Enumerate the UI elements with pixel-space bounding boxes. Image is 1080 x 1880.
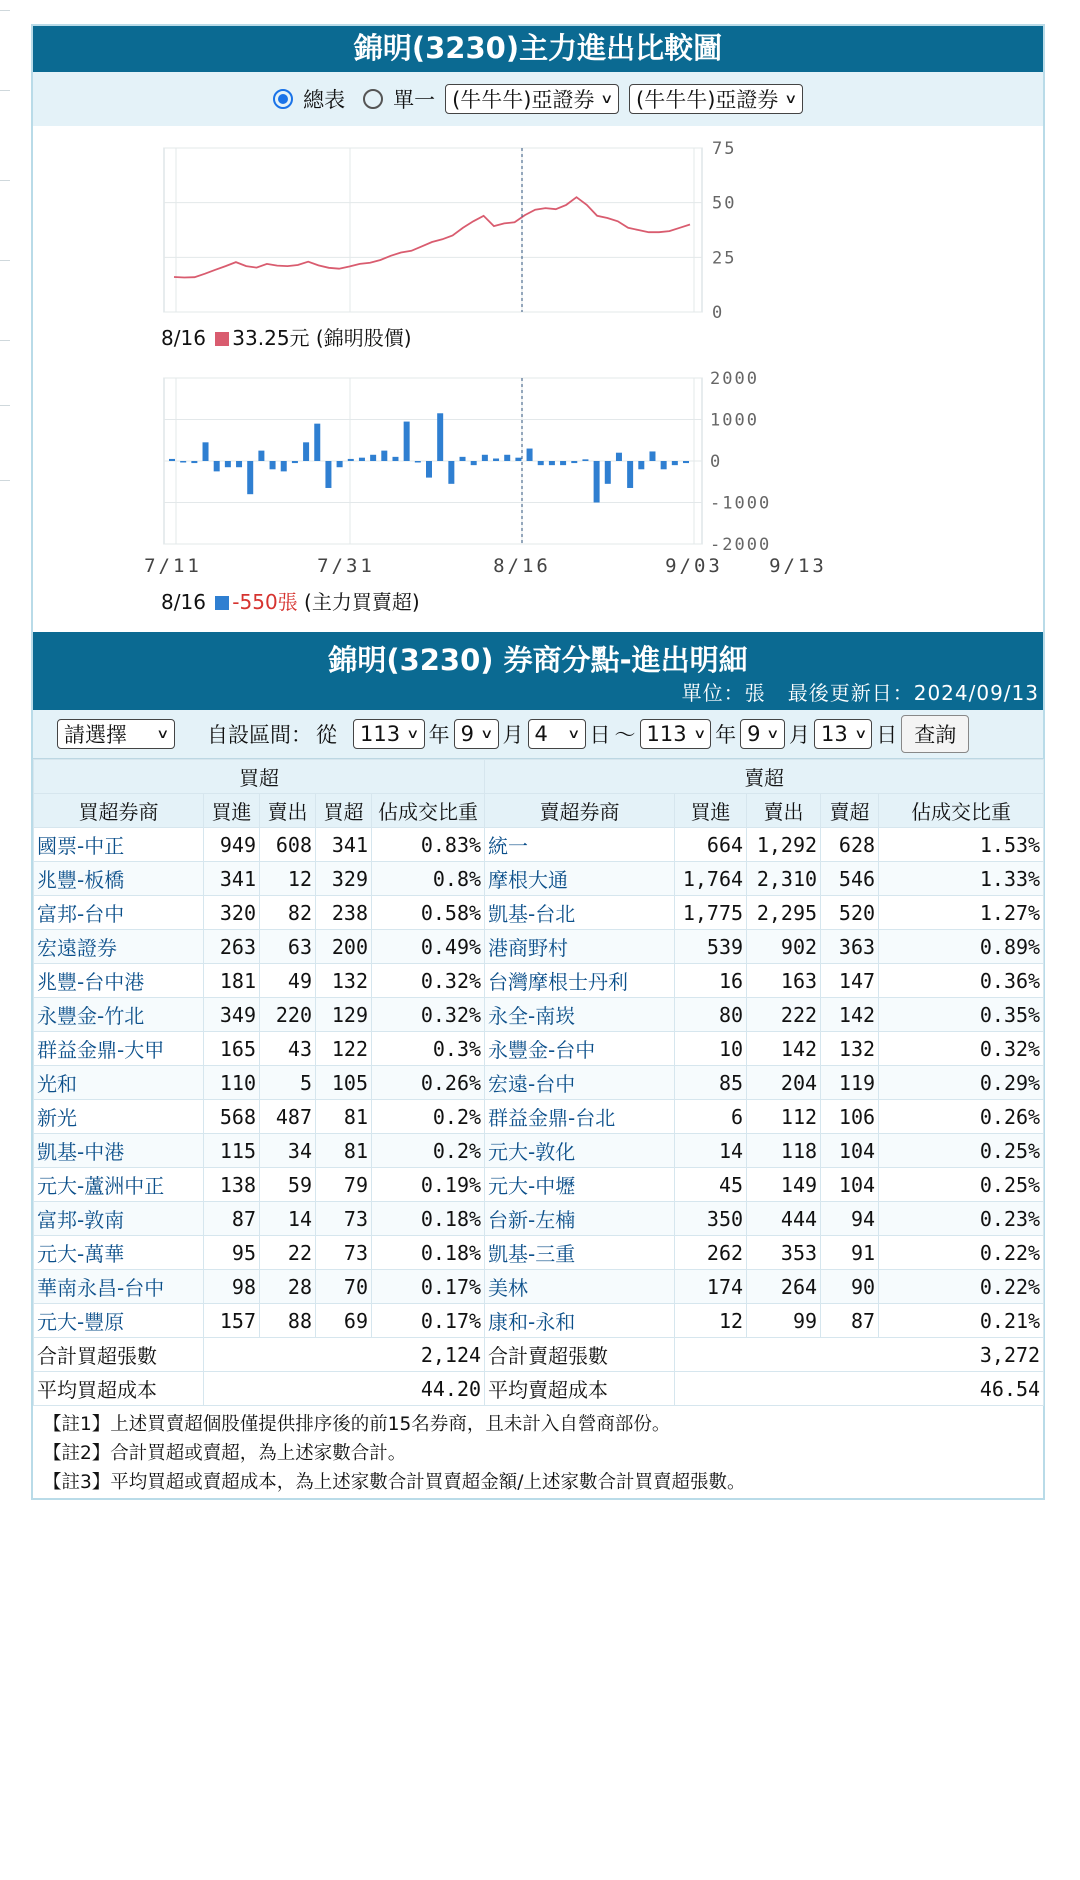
volume-bar [515,458,521,461]
col-header: 買超 [316,794,372,828]
price-plot-frame [164,148,702,312]
table-cell: 320 [204,896,260,930]
volume-bar [247,461,253,494]
table-cell: 0.26% [879,1100,1044,1134]
volume-bar [258,451,264,461]
table-row [34,1066,1044,1100]
table-cell: 608 [260,828,316,862]
table-cell: 0.22% [879,1236,1044,1270]
footnote: 【註3】平均買超或賣超成本，為上述家數合計買賣超金額/上述家數合計買賣超張數。 [43,1472,746,1493]
volume-bar [649,451,655,461]
table-cell: 129 [316,998,372,1032]
table-cell: 16 [675,964,747,998]
volume-bar [303,442,309,461]
chevron-down-icon: ∨ [784,91,798,107]
table-row [34,1270,1044,1304]
volume-bar [627,461,633,488]
table-cell: 0.17% [372,1304,485,1338]
table-cell: 28 [260,1270,316,1304]
volume-bar [504,455,510,461]
table-cell: 0.19% [372,1168,485,1202]
buy-broker-name[interactable]: 兆豐-台中港 [34,964,204,998]
chevron-down-icon: ∨ [600,91,614,107]
table-cell: 142 [821,998,879,1032]
table-cell: 353 [747,1236,821,1270]
table-cell: 119 [821,1066,879,1100]
volume-bar [392,457,398,461]
volume-bar [180,461,186,463]
chevron-down-icon: ∨ [156,726,170,742]
table-cell: 63 [260,930,316,964]
sell-broker-name[interactable]: 摩根大通 [485,862,675,896]
table-cell: 0.26% [372,1066,485,1100]
broker-table-body [34,828,1044,1338]
volume-bar [314,424,320,461]
avg-cost-row: 平均買超成本 44.20 平均賣超成本 46.54 [34,1372,1044,1406]
start-month-select[interactable]: 9 ∨ [454,719,499,749]
table-cell: 341 [204,862,260,896]
table-cell: 70 [316,1270,372,1304]
volume-bar [482,455,488,461]
buy-broker-name[interactable]: 華南永昌-台中 [34,1270,204,1304]
table-cell: 14 [675,1134,747,1168]
volume-bar [549,461,555,465]
sell-section-header: 賣超 [485,760,1044,794]
table-cell: 0.3% [372,1032,485,1066]
volume-bar [493,459,499,461]
avg-buy-value: 44.20 [204,1372,485,1406]
table-cell: 82 [260,896,316,930]
volume-bar [281,461,287,471]
volume-y-tick: 1000 [710,410,759,431]
table-cell: 157 [204,1304,260,1338]
period-select[interactable]: 請選擇 ∨ [57,719,175,749]
price-legend: 8/16 33.25元 (錦明股價) [161,326,412,350]
chevron-down-icon: ∨ [567,726,581,742]
detail-header [33,632,1043,710]
table-cell: 118 [747,1134,821,1168]
footnotes [33,1406,1043,1501]
start-year-select[interactable]: 113 ∨ [353,719,425,749]
volume-y-tick: -2000 [710,535,772,555]
table-cell: 0.22% [879,1270,1044,1304]
volume-bar [471,461,477,465]
table-row [34,1202,1044,1236]
buy-broker-name[interactable]: 永豐金-竹北 [34,998,204,1032]
volume-bar [404,422,410,461]
table-cell: 122 [316,1032,372,1066]
table-cell: 110 [204,1066,260,1100]
buy-broker-name[interactable]: 光和 [34,1066,204,1100]
footnote: 【註1】上述買賣超個股僅提供排序後的前15名券商，且未計入自營商部份。 [43,1414,671,1435]
sell-broker-name[interactable]: 永全-南崁 [485,998,675,1032]
table-cell: 149 [747,1168,821,1202]
table-cell: 88 [260,1304,316,1338]
table-cell: 69 [316,1304,372,1338]
col-header: 賣超 [821,794,879,828]
table-cell: 204 [747,1066,821,1100]
chevron-down-icon: ∨ [692,726,707,742]
table-cell: 12 [675,1304,747,1338]
table-cell: 115 [204,1134,260,1168]
table-row [34,1304,1044,1338]
table-cell: 0.2% [372,1134,485,1168]
table-cell: 174 [675,1270,747,1304]
chart-title: 錦明(3230)主力進出比較圖 [33,26,1043,72]
sell-broker-name[interactable]: 康和-永和 [485,1304,675,1338]
table-cell: 0.49% [372,930,485,964]
table-cell: 2,295 [747,896,821,930]
volume-bar [571,461,577,463]
col-header: 佔成交比重 [879,794,1044,828]
table-cell: 91 [821,1236,879,1270]
table-cell: 0.25% [879,1168,1044,1202]
volume-x-tick: 9/03 [665,555,723,577]
volume-bar [582,459,588,461]
volume-bar [560,461,566,465]
total-row: 合計買超張數 2,124 合計賣超張數 3,272 [34,1338,1044,1372]
table-cell: 94 [821,1202,879,1236]
volume-legend-desc: (主力買賣超) [304,590,420,614]
table-cell: 1,775 [675,896,747,930]
table-row [34,930,1044,964]
col-header: 賣出 [747,794,821,828]
table-cell: 349 [204,998,260,1032]
table-cell: 14 [260,1202,316,1236]
volume-bar [661,461,667,469]
volume-bar [672,461,678,465]
table-cell: 664 [675,828,747,862]
table-cell: 264 [747,1270,821,1304]
radio-all[interactable] [273,89,293,109]
table-row [34,964,1044,998]
table-cell: 104 [821,1168,879,1202]
table-cell: 81 [316,1134,372,1168]
volume-x-tick: 7/11 [144,555,202,577]
col-header: 買進 [675,794,747,828]
table-cell: 87 [821,1304,879,1338]
from-label: 從 [316,723,337,747]
query-button[interactable]: 查詢 [901,715,969,753]
table-cell: 34 [260,1134,316,1168]
table-row [34,1236,1044,1270]
volume-y-tick: 2000 [710,369,759,389]
table-cell: 12 [260,862,316,896]
chevron-down-icon: ∨ [480,726,494,742]
table-cell: 568 [204,1100,260,1134]
sell-broker-name[interactable]: 港商野村 [485,930,675,964]
volume-legend: 8/16 -550張 (主力買賣超) [161,590,420,614]
table-cell: 520 [821,896,879,930]
table-cell: 81 [316,1100,372,1134]
price-y-tick: 0 [712,303,725,323]
volume-bar [426,461,432,478]
volume-x-tick: 7/31 [317,555,375,577]
table-cell: 0.29% [879,1066,1044,1100]
buy-section-header: 買超 [34,760,485,794]
table-cell: 0.2% [372,1100,485,1134]
table-cell: 6 [675,1100,747,1134]
table-cell: 444 [747,1202,821,1236]
volume-bar [460,457,466,461]
table-cell: 105 [316,1066,372,1100]
volume-bar [203,442,209,461]
table-cell: 0.25% [879,1134,1044,1168]
total-buy-value: 2,124 [204,1338,485,1372]
table-cell: 132 [821,1032,879,1066]
table-cell: 0.17% [372,1270,485,1304]
table-cell: 200 [316,930,372,964]
sell-broker-name[interactable]: 群益金鼎-台北 [485,1100,675,1134]
table-cell: 902 [747,930,821,964]
table-cell: 59 [260,1168,316,1202]
broker-select-2[interactable]: (牛牛牛)亞證券 ∨ [629,84,803,114]
sell-broker-name[interactable]: 凱基-台北 [485,896,675,930]
table-cell: 1.27% [879,896,1044,930]
table-cell: 10 [675,1032,747,1066]
volume-bar [638,461,644,469]
volume-bar [225,461,231,467]
buy-broker-name[interactable]: 富邦-敦南 [34,1202,204,1236]
table-cell: 147 [821,964,879,998]
buy-broker-name[interactable]: 兆豐-板橋 [34,862,204,896]
range-label: 自設區間： [207,723,312,747]
table-cell: 1,292 [747,828,821,862]
table-cell: 0.58% [372,896,485,930]
broker-table [33,759,1044,1406]
table-cell: 22 [260,1236,316,1270]
buy-broker-name[interactable]: 凱基-中港 [34,1134,204,1168]
table-cell: 628 [821,828,879,862]
table-row [34,1032,1044,1066]
table-cell: 0.35% [879,998,1044,1032]
volume-bar [191,461,197,463]
table-row [34,998,1044,1032]
date-filter-bar: 請選擇 ∨ 自設區間： 從 113 ∨ 年 9 ∨ 月 4 ∨ 日 ～ 113 ∨ 年 9 ∨ 月 13 ∨ 日 查詢 [33,710,1043,759]
col-header: 買進 [204,794,260,828]
buy-broker-name[interactable]: 群益金鼎-大甲 [34,1032,204,1066]
table-cell: 0.32% [372,964,485,998]
total-sell-value: 3,272 [675,1338,1044,1372]
table-cell: 350 [675,1202,747,1236]
detail-title: 錦明(3230) 券商分點-進出明細 [328,643,748,677]
table-cell: 539 [675,930,747,964]
page-edge-marks [0,0,14,900]
buy-broker-name[interactable]: 富邦-台中 [34,896,204,930]
table-cell: 104 [821,1134,879,1168]
volume-bar [448,461,454,484]
volume-bar [169,459,175,461]
table-cell: 95 [204,1236,260,1270]
volume-bar [683,461,689,463]
table-cell: 87 [204,1202,260,1236]
table-cell: 0.89% [879,930,1044,964]
radio-all-label: 總表 [303,88,346,112]
table-cell: 238 [316,896,372,930]
volume-y-tick: 0 [710,452,723,472]
avg-sell-value: 46.54 [675,1372,1044,1406]
table-cell: 0.32% [879,1032,1044,1066]
table-cell: 45 [675,1168,747,1202]
table-cell: 0.32% [372,998,485,1032]
buy-broker-name[interactable]: 新光 [34,1100,204,1134]
table-row [34,1100,1044,1134]
chevron-down-icon: ∨ [406,726,420,742]
chevron-down-icon: ∨ [766,726,780,742]
table-cell: 106 [821,1100,879,1134]
broker-select-1[interactable]: (牛牛牛)亞證券 ∨ [445,84,619,114]
volume-bar [337,461,343,467]
table-cell: 0.21% [879,1304,1044,1338]
table-cell: 2,310 [747,862,821,896]
table-cell: 5 [260,1066,316,1100]
buy-broker-name[interactable]: 國票-中正 [34,828,204,862]
table-cell: 0.18% [372,1236,485,1270]
table-cell: 262 [675,1236,747,1270]
volume-bar [594,461,600,503]
table-cell: 487 [260,1100,316,1134]
volume-bar [370,455,376,461]
volume-legend-value: -550張 [232,590,298,614]
end-day-select[interactable]: 13 ∨ [814,719,872,749]
table-cell: 43 [260,1032,316,1066]
col-header: 賣超券商 [485,794,675,828]
table-row [34,896,1044,930]
table-cell: 142 [747,1032,821,1066]
table-cell: 1.33% [879,862,1044,896]
table-cell: 546 [821,862,879,896]
footnote: 【註2】合計買超或賣超，為上述家數合計。 [43,1443,407,1464]
sell-broker-name[interactable]: 元大-敦化 [485,1134,675,1168]
main-panel [31,24,1045,1500]
table-cell: 1,764 [675,862,747,896]
table-cell: 181 [204,964,260,998]
table-cell: 263 [204,930,260,964]
table-cell: 220 [260,998,316,1032]
table-cell: 1.53% [879,828,1044,862]
table-cell: 73 [316,1236,372,1270]
price-y-tick: 75 [712,139,737,159]
table-cell: 949 [204,828,260,862]
table-cell: 0.8% [372,862,485,896]
volume-bar [236,461,242,467]
table-cell: 163 [747,964,821,998]
table-row [34,1134,1044,1168]
table-cell: 90 [821,1270,879,1304]
volume-bar [359,458,365,461]
end-month-select[interactable]: 9 ∨ [740,719,785,749]
start-day-select[interactable]: 4 ∨ [528,719,586,749]
sell-broker-name[interactable]: 宏遠-台中 [485,1066,675,1100]
volume-x-tick: 9/13 [769,555,827,577]
charts-area [33,126,1043,632]
volume-bar [415,461,421,463]
table-cell: 0.36% [879,964,1044,998]
volume-legend-swatch [215,596,229,610]
table-cell: 138 [204,1168,260,1202]
volume-x-tick: 8/16 [493,555,551,577]
buy-broker-name[interactable]: 宏遠證券 [34,930,204,964]
radio-single-label: 單一 [393,88,436,112]
table-cell: 49 [260,964,316,998]
sell-broker-name[interactable]: 台灣摩根士丹利 [485,964,675,998]
price-legend-swatch [215,332,229,346]
sell-broker-name[interactable]: 台新-左楠 [485,1202,675,1236]
table-cell: 80 [675,998,747,1032]
table-cell: 79 [316,1168,372,1202]
volume-bar [538,461,544,465]
table-cell: 341 [316,828,372,862]
table-cell: 98 [204,1270,260,1304]
volume-bar [214,461,220,471]
detail-unit-updated: 單位：張 最後更新日：2024/09/13 [681,681,1039,705]
table-cell: 0.83% [372,828,485,862]
buy-broker-name[interactable]: 元大-豐原 [34,1304,204,1338]
volume-bar [270,461,276,469]
volume-bar [527,449,533,461]
sell-broker-name[interactable]: 元大-中壢 [485,1168,675,1202]
price-legend-desc: (錦明股價) [315,326,412,350]
col-header: 佔成交比重 [372,794,485,828]
table-cell: 0.23% [879,1202,1044,1236]
volume-bar [605,461,611,484]
end-year-select[interactable]: 113 ∨ [640,719,712,749]
table-cell: 132 [316,964,372,998]
volume-bar [437,413,443,461]
table-row [34,862,1044,896]
volume-bar [616,453,622,461]
table-cell: 85 [675,1066,747,1100]
sell-broker-name[interactable]: 美林 [485,1270,675,1304]
volume-y-tick: -1000 [710,493,772,514]
volume-bar [292,461,298,463]
buy-broker-name[interactable]: 元大-蘆洲中正 [34,1168,204,1202]
radio-single[interactable] [363,89,383,109]
volume-bar [348,459,354,461]
sell-broker-name[interactable]: 凱基-三重 [485,1236,675,1270]
col-header: 買超券商 [34,794,204,828]
price-legend-value: 33.25元 [232,326,310,350]
charts-svg [33,126,1043,632]
table-cell: 222 [747,998,821,1032]
table-cell: 0.18% [372,1202,485,1236]
table-row [34,1168,1044,1202]
sell-broker-name[interactable]: 永豐金-台中 [485,1032,675,1066]
table-row [34,828,1044,862]
table-cell: 363 [821,930,879,964]
volume-bar [381,451,387,461]
volume-bar [325,461,331,488]
table-cell: 112 [747,1100,821,1134]
table-cell: 165 [204,1032,260,1066]
table-cell: 73 [316,1202,372,1236]
broker-selector-bar [33,72,1043,126]
table-cell: 329 [316,862,372,896]
buy-broker-name[interactable]: 元大-萬華 [34,1236,204,1270]
sell-broker-name[interactable]: 統一 [485,828,675,862]
chevron-down-icon: ∨ [853,726,868,742]
price-y-tick: 25 [712,248,737,269]
col-header: 賣出 [260,794,316,828]
table-cell: 99 [747,1304,821,1338]
price-y-tick: 50 [712,193,737,214]
